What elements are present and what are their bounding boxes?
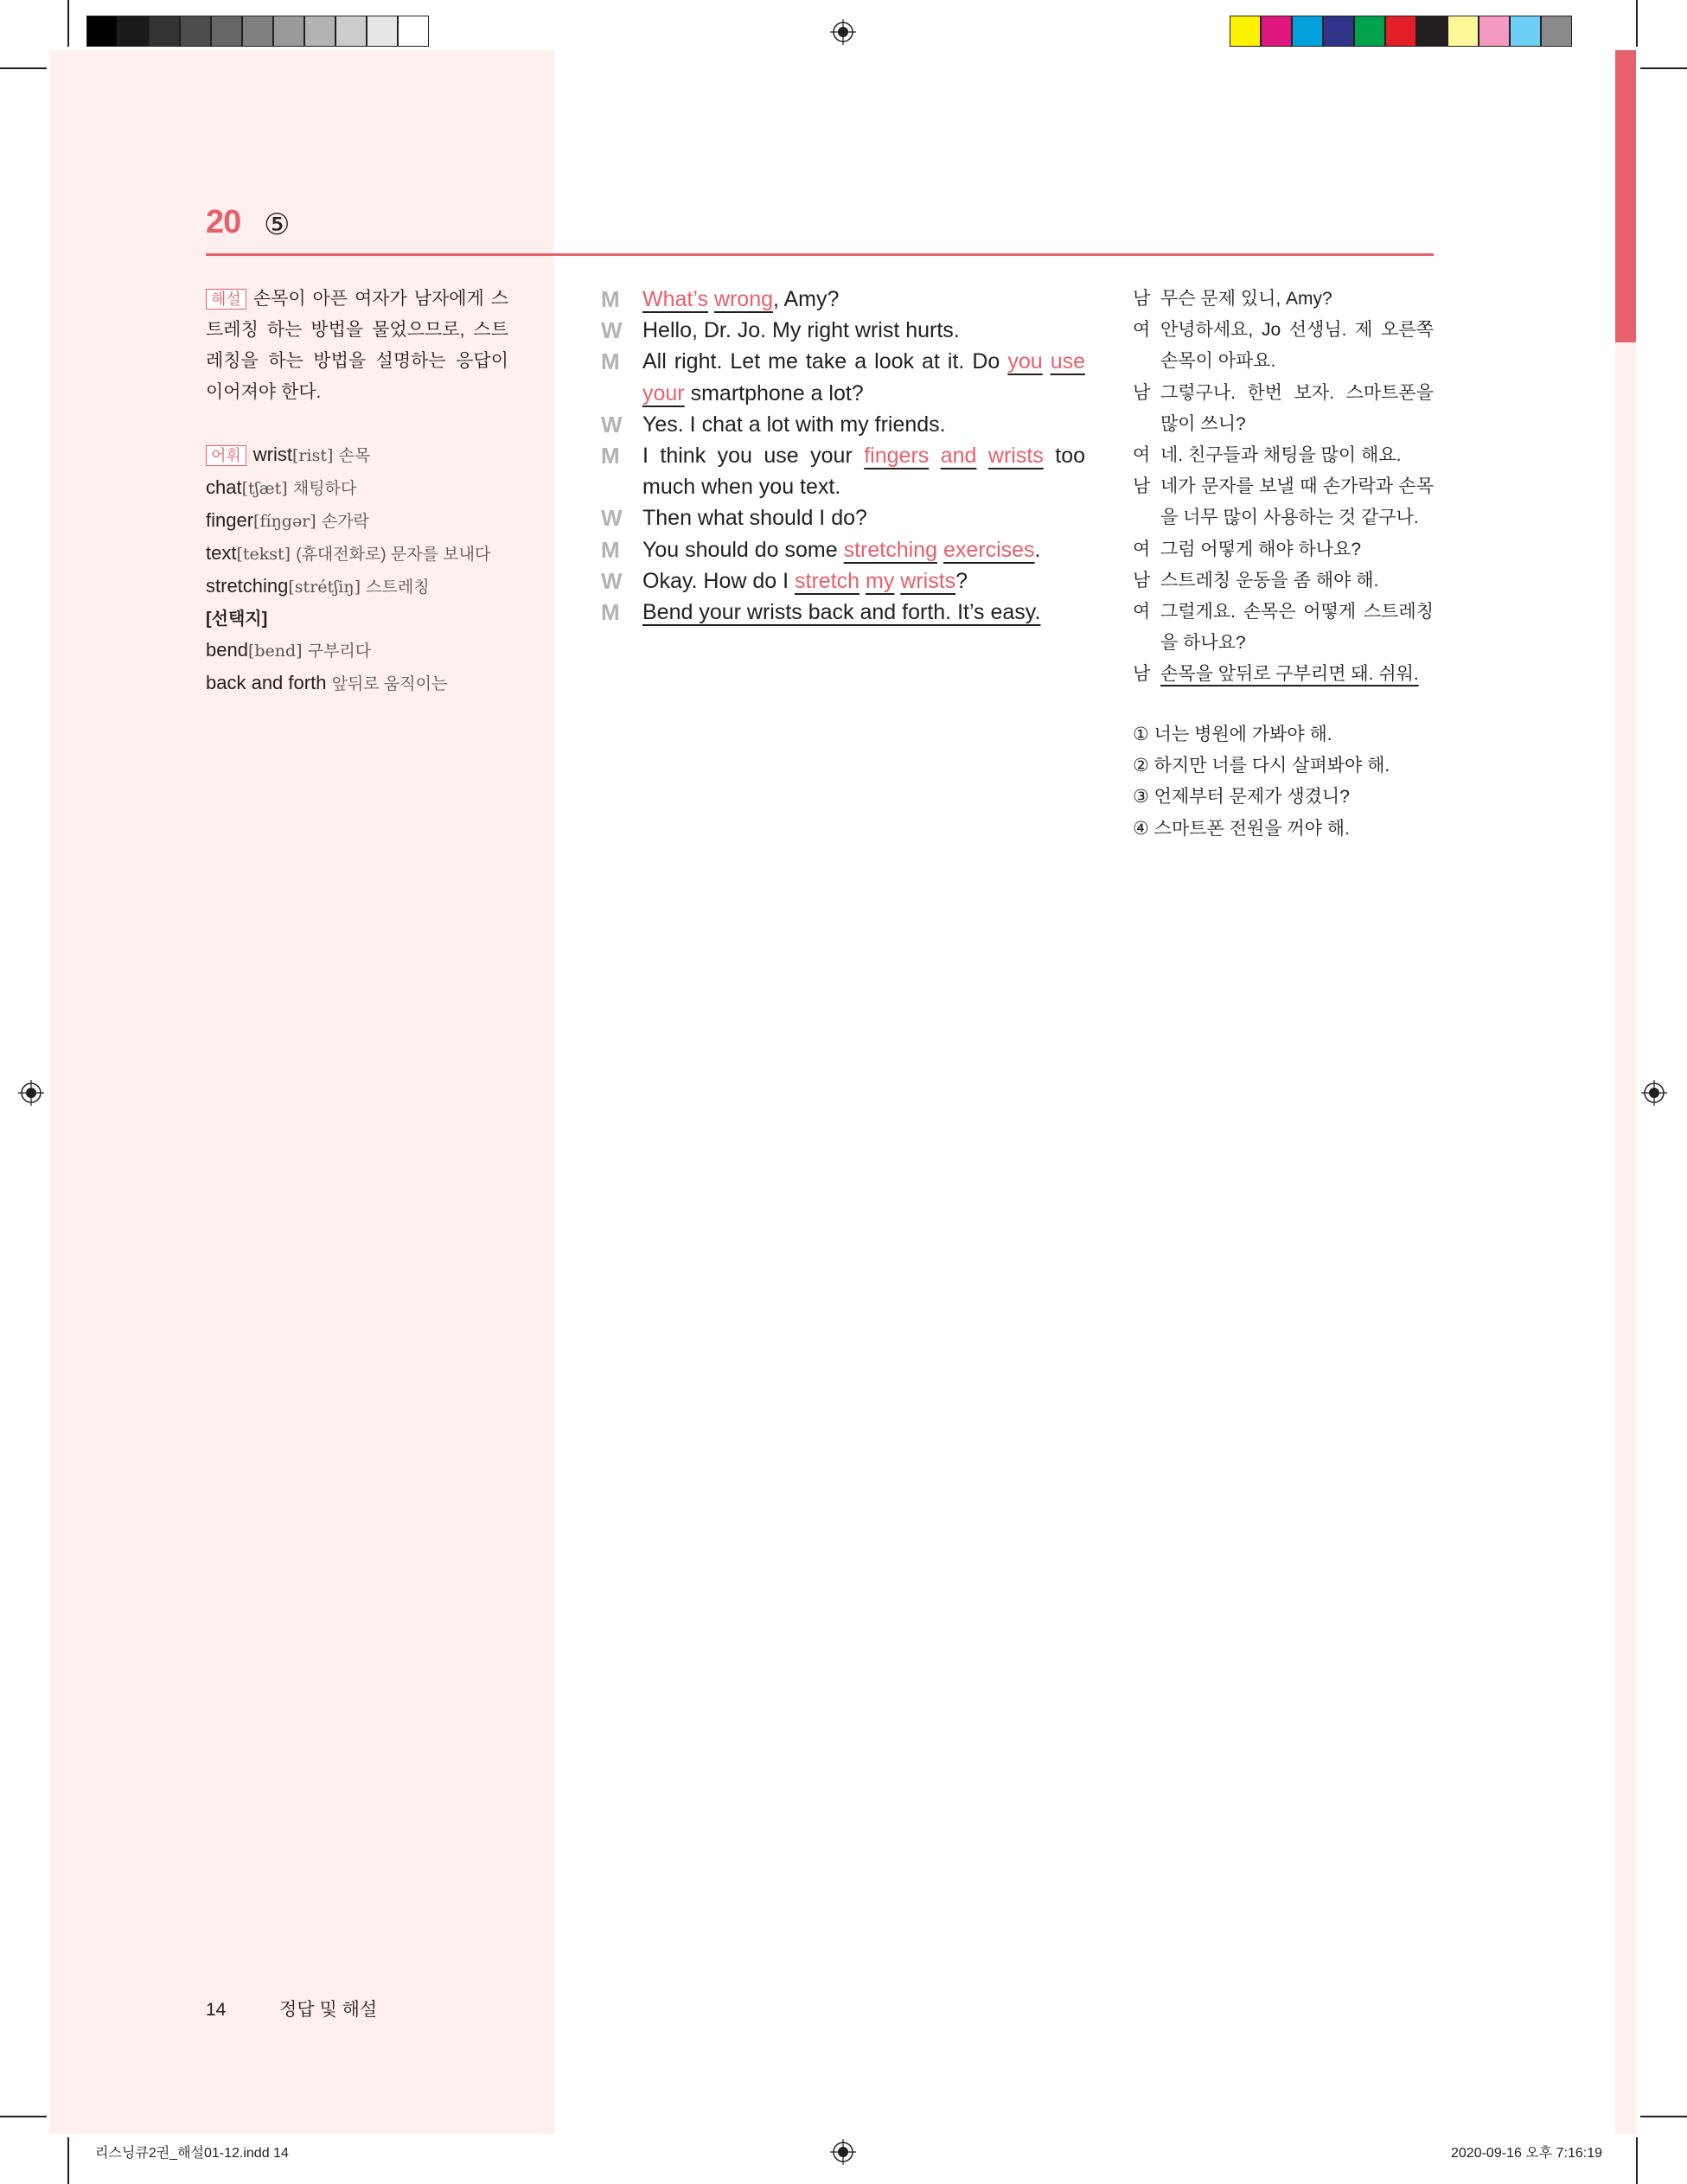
thumb-index-tab — [1615, 50, 1636, 342]
color-swatch — [273, 16, 304, 47]
registration-mark-icon — [830, 2139, 856, 2165]
text-run: 그럴게요. 손목은 어떻게 스트레칭을 하나요? — [1160, 602, 1434, 654]
blank-answer: my — [865, 568, 895, 593]
dialogue-text — [1160, 284, 1434, 315]
speaker-label: 여 — [1133, 445, 1151, 466]
slug-timestamp: 2020-09-16 오후 7:16:19 — [1451, 2146, 1603, 2161]
blank-answer: stretch — [795, 568, 860, 593]
option-item: ③ 언제부터 문제가 생겼니? — [1133, 787, 1350, 808]
dialogue-line — [601, 440, 1085, 502]
dialogue-text — [642, 284, 1085, 315]
color-swatch — [1479, 16, 1510, 47]
dialogue-text — [642, 597, 1085, 628]
text-run: You should do some — [642, 537, 844, 562]
dialogue-text — [642, 409, 1085, 440]
speaker-label: 여 — [1133, 539, 1151, 559]
text-run: 그렇구나. 한번 보자. 스마트폰을 많이 쓰니? — [1160, 382, 1434, 434]
speaker-label: W — [601, 505, 623, 532]
speaker-label: M — [601, 599, 620, 626]
crop-mark — [1636, 0, 1638, 47]
dialogue-line — [1133, 534, 1434, 565]
color-swatch — [1541, 16, 1572, 47]
section-title: 정답 및 해설 — [279, 2000, 378, 2020]
edge-background — [1615, 50, 1636, 2134]
color-swatch — [1292, 16, 1323, 47]
color-swatch — [1416, 16, 1447, 47]
color-swatch — [211, 16, 242, 47]
header-rule — [206, 253, 1434, 256]
blank-answer: exercises — [943, 537, 1035, 562]
speaker-label: M — [601, 443, 620, 469]
dialogue-text — [642, 502, 1085, 533]
dialogue-line — [601, 346, 1085, 408]
crop-mark — [67, 0, 69, 47]
text-run: Then what should I do? — [642, 506, 867, 531]
text-run: 네가 문자를 보낼 때 손가락과 손목을 너무 많이 사용하는 것 같구나. — [1160, 476, 1434, 528]
text-run: , Amy? — [773, 287, 840, 311]
speaker-label: M — [601, 286, 620, 312]
text-run — [859, 569, 866, 593]
dialogue-text — [642, 534, 1085, 565]
color-swatch — [335, 16, 367, 47]
color-swatch — [242, 16, 273, 47]
explanation-tag: 해설 — [206, 289, 246, 310]
answer-choice: ⑤ — [264, 208, 291, 241]
text-run — [976, 444, 987, 468]
color-swatch — [367, 16, 398, 47]
registration-mark-icon — [830, 19, 856, 45]
vocab-word: bend — [206, 639, 248, 661]
text-run: . — [1034, 537, 1041, 562]
blank-answer: stretching — [843, 537, 937, 562]
vocab-row — [206, 505, 534, 538]
vocab-meaning: (휴대전화로) 문자를 보내다 — [296, 546, 491, 564]
blank-answer: wrists — [900, 568, 956, 593]
color-swatch — [1354, 16, 1385, 47]
text-run: 무슨 문제 있니, Amy? — [1160, 289, 1332, 309]
crop-mark — [0, 67, 47, 69]
dialogue-line — [1133, 284, 1434, 315]
dialogue-line — [601, 534, 1085, 565]
color-swatch — [180, 16, 211, 47]
speaker-label: 남 — [1133, 570, 1151, 591]
text-run: too much when you text. — [642, 444, 1085, 500]
dialogue-text — [1160, 378, 1434, 440]
dialogue-text — [642, 346, 1085, 408]
text-run: 그럼 어떻게 해야 하나요? — [1160, 539, 1362, 559]
dialogue-text — [642, 440, 1085, 502]
speaker-label: 남 — [1133, 382, 1151, 403]
text-run: Bend your wrists back and forth. It’s easy. — [642, 600, 1041, 625]
vocab-meaning: 채팅하다 — [292, 480, 357, 498]
vocab-ipa: [tekst] — [236, 545, 291, 564]
vocab-ipa: [bend] — [247, 642, 303, 661]
vocab-word: stretching — [206, 575, 289, 597]
slug-filename: 리스닝큐2권_해설01-12.indd 14 — [95, 2146, 289, 2161]
crop-mark — [0, 2116, 47, 2117]
dialogue-text — [1160, 471, 1434, 533]
vocab-word: chat — [206, 476, 242, 498]
text-run: 안녕하세요, Jo 선생님. 제 오른쪽 손목이 아파요. — [1160, 320, 1434, 372]
color-swatch — [149, 16, 180, 47]
dialogue-line — [1133, 315, 1434, 377]
text-run: 손목을 앞뒤로 구부리면 돼. 쉬워. — [1160, 664, 1419, 685]
vocab-meaning: 손가락 — [321, 513, 369, 531]
vocab-ipa: [strétʃiŋ] — [288, 578, 361, 597]
text-run: I think you use your — [642, 444, 865, 469]
registration-mark-icon — [1641, 1080, 1667, 1106]
speaker-label: W — [601, 567, 623, 594]
option-item: ④ 스마트폰 전원을 꺼야 해. — [1133, 818, 1350, 839]
dialogue-line — [1133, 378, 1434, 440]
vocabulary-tag: 어휘 — [206, 445, 246, 466]
blank-answer: you — [1007, 349, 1043, 374]
blank-answer: What’s — [642, 287, 708, 311]
registration-mark-icon — [18, 1080, 44, 1106]
color-swatch — [1447, 16, 1479, 47]
color-swatch — [398, 16, 429, 47]
explanation — [206, 284, 508, 408]
dialogue-line — [1133, 597, 1434, 659]
text-run — [708, 287, 714, 311]
vocab-meaning: 손목 — [338, 447, 371, 465]
speaker-label: 여 — [1133, 602, 1151, 623]
color-swatch — [1261, 16, 1292, 47]
color-swatch — [1385, 16, 1416, 47]
dialogue-text — [642, 565, 1085, 597]
blank-answer: use — [1050, 349, 1085, 374]
page-footer — [206, 1996, 377, 2021]
vocab-row — [206, 439, 534, 472]
text-run: Yes. I chat a lot with my friends. — [642, 412, 946, 437]
speaker-label: M — [601, 536, 620, 563]
answer-options — [1133, 719, 1444, 845]
text-run — [929, 444, 940, 468]
explanation-text: 손목이 아픈 여자가 남자에게 스트레칭 하는 방법을 물었으므로, 스트레칭을 하는 방법을 설명하는 응답이 이어져야 한다. — [206, 289, 508, 402]
crop-mark — [1640, 67, 1687, 69]
blank-answer: wrong — [713, 287, 773, 311]
dialogue-line — [601, 565, 1085, 597]
speaker-label: 여 — [1133, 320, 1151, 341]
english-dialogue — [601, 284, 1085, 628]
dialogue-line — [1133, 659, 1434, 690]
vocab-ipa: [rist] — [292, 446, 334, 465]
vocab-meaning: 구부리다 — [307, 642, 372, 661]
vocab-meaning: 스트레칭 — [366, 578, 430, 597]
speaker-label: 남 — [1133, 289, 1151, 309]
speaker-label: M — [601, 348, 620, 375]
dialogue-line — [1133, 471, 1434, 533]
color-swatch — [1323, 16, 1354, 47]
vocab-section-label: [선택지] — [206, 610, 268, 629]
dialogue-text — [1160, 315, 1434, 377]
color-swatch — [1510, 16, 1541, 47]
vocab-meaning: 앞뒤로 움직이는 — [331, 675, 448, 693]
text-run: Hello, Dr. Jo. My right wrist hurts. — [642, 318, 960, 343]
dialogue-text — [1160, 565, 1434, 597]
option-item: ② 하지만 너를 다시 살펴봐야 해. — [1133, 756, 1390, 776]
text-run: Okay. How do I — [642, 568, 795, 593]
color-swatch — [118, 16, 149, 47]
blank-answer: your — [642, 380, 685, 406]
vocabulary-list — [206, 439, 534, 700]
blank-answer: wrists — [987, 444, 1044, 469]
text-run — [1043, 349, 1051, 374]
question-number: 20 — [206, 204, 241, 240]
speaker-label: W — [601, 411, 623, 437]
color-swatch — [1230, 16, 1261, 47]
page-number: 14 — [206, 2000, 227, 2020]
dialogue-line — [601, 597, 1085, 628]
color-swatch — [304, 16, 335, 47]
vocab-word: finger — [206, 509, 254, 531]
vocab-row — [206, 667, 534, 700]
blank-answer: fingers — [864, 444, 930, 469]
speaker-label: W — [601, 317, 623, 344]
vocab-ipa: [fíŋgər] — [253, 512, 316, 531]
color-swatch — [86, 16, 118, 47]
dialogue-text — [1160, 440, 1434, 471]
option-item: ① 너는 병원에 가봐야 해. — [1133, 725, 1332, 744]
dialogue-text — [1160, 659, 1434, 690]
vocab-row — [206, 635, 534, 667]
vocab-row — [206, 571, 534, 603]
dialogue-text — [642, 315, 1085, 346]
text-run: smartphone a lot? — [684, 380, 864, 406]
crop-mark — [1636, 2137, 1638, 2184]
speaker-label: 남 — [1133, 476, 1151, 497]
vocab-word: text — [206, 542, 237, 564]
text-run — [937, 538, 943, 562]
text-run: 네. 친구들과 채팅을 많이 해요. — [1160, 445, 1402, 466]
dialogue-text — [1160, 534, 1434, 565]
vocab-ipa: [tʃæt] — [241, 479, 288, 498]
speaker-label: 남 — [1133, 664, 1151, 685]
dialogue-line — [1133, 440, 1434, 471]
dialogue-line — [601, 315, 1085, 346]
blank-answer: and — [940, 444, 977, 469]
vocab-row — [206, 538, 534, 571]
vocab-row — [206, 472, 534, 505]
text-run: ? — [955, 568, 968, 593]
dialogue-line — [601, 284, 1085, 315]
vocab-word: wrist — [252, 444, 292, 465]
dialogue-line — [601, 409, 1085, 440]
korean-translation — [1133, 284, 1434, 691]
crop-mark — [1640, 2116, 1687, 2117]
text-run: 스트레칭 운동을 좀 해야 해. — [1160, 570, 1379, 591]
dialogue-line — [1133, 565, 1434, 597]
text-run: All right. Let me take a look at it. Do — [642, 349, 1008, 374]
dialogue-text — [1160, 597, 1434, 659]
crop-mark — [67, 2137, 69, 2184]
vocab-word: back and forth — [206, 672, 327, 693]
dialogue-line — [601, 502, 1085, 533]
